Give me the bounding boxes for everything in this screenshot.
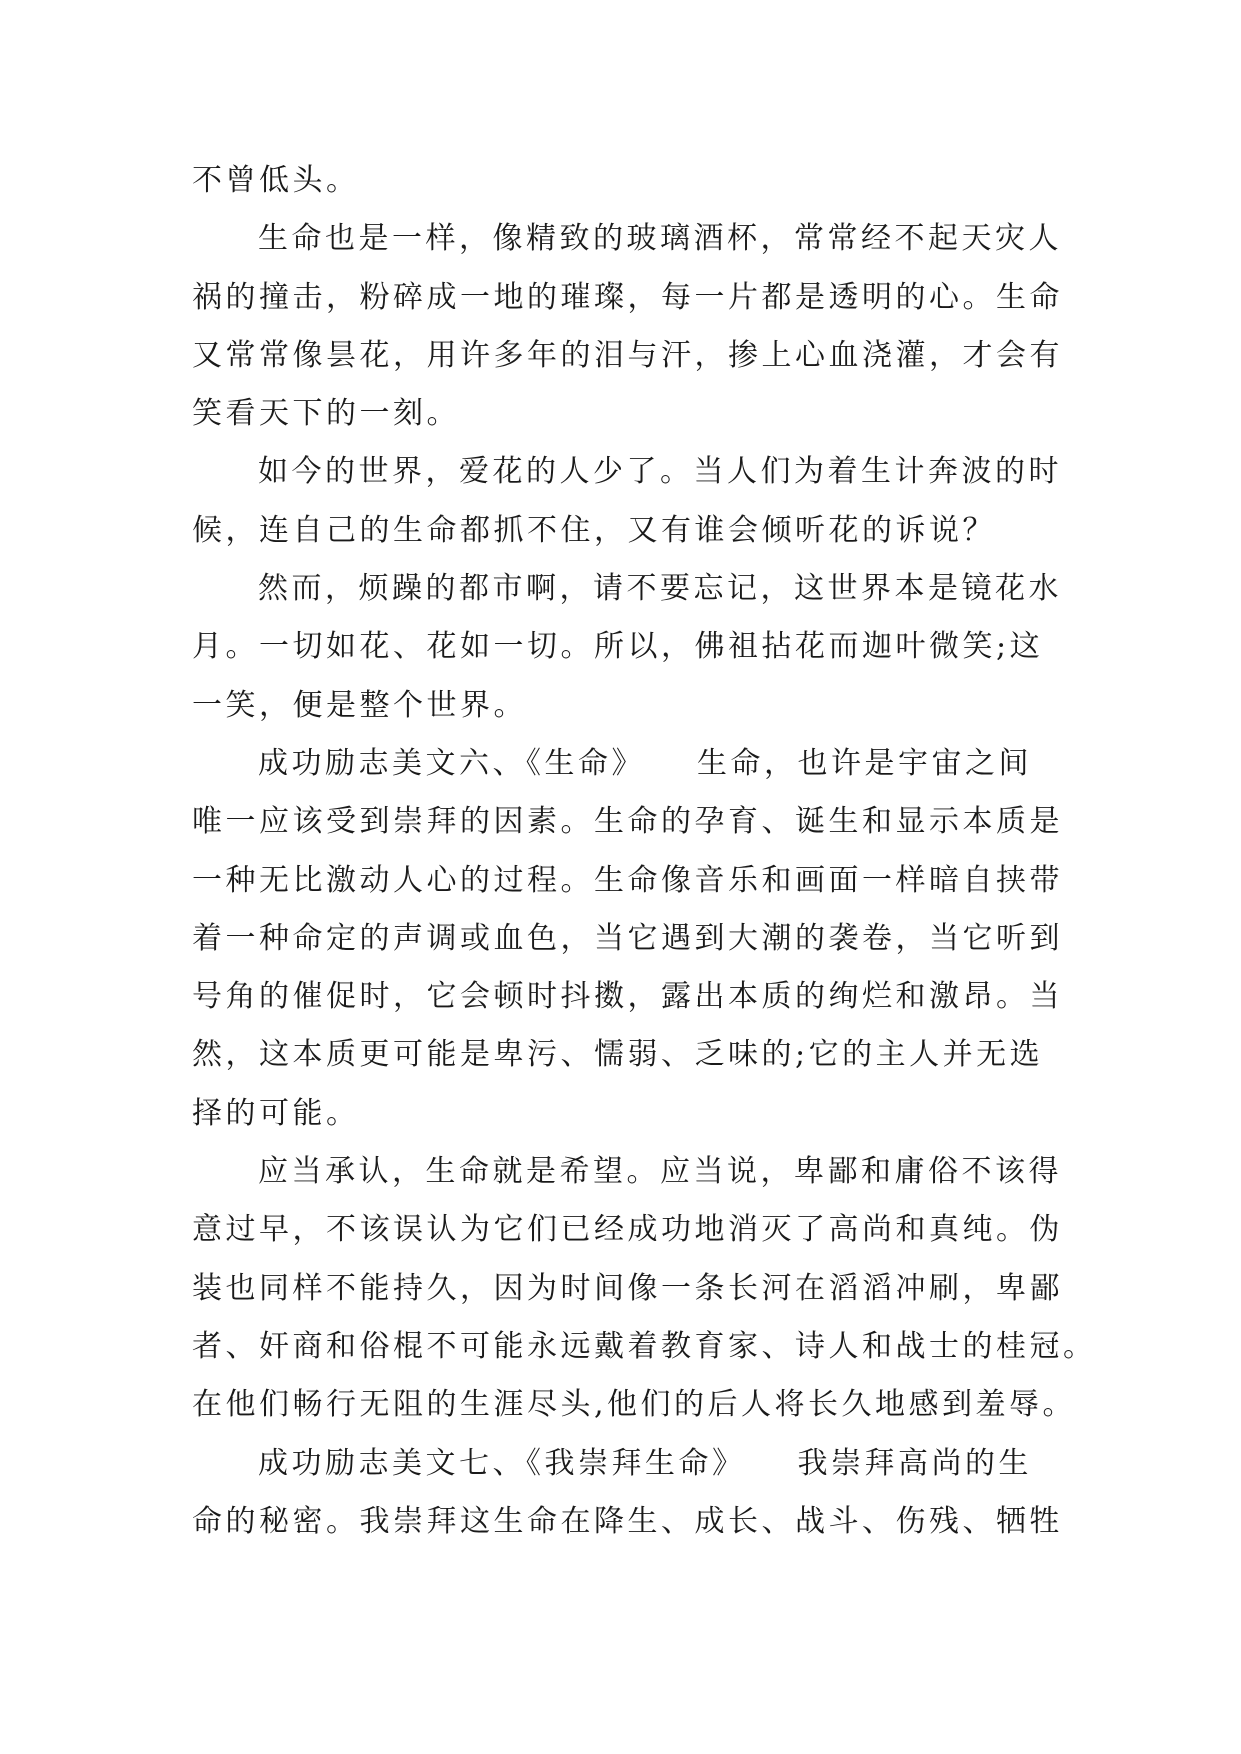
text-line: 月。一切如花、花如一切。所以，佛祖拈花而迦叶微笑;这 [192, 629, 1044, 665]
text-line: 在他们畅行无阻的生涯尽头,他们的后人将长久地感到羞辱。 [192, 1387, 1077, 1423]
text-line: 生命也是一样，像精致的玻璃酒杯，常常经不起天灾人 [258, 221, 1062, 257]
text-line: 然而，烦躁的都市啊，请不要忘记，这世界本是镜花水 [258, 571, 1062, 607]
text-line: 装也同样不能持久，因为时间像一条长河在滔滔冲刷，卑鄙 [192, 1270, 1063, 1306]
text-line: 一笑，便是整个世界。 [192, 687, 527, 723]
text-line: 如今的世界，爱花的人少了。当人们为着生计奔波的时 [258, 454, 1062, 490]
document-body [192, 152, 1097, 1551]
text-line: 号角的催促时，它会顿时抖擞，露出本质的绚烂和激昂。当 [192, 979, 1063, 1015]
text-line: 者、奸商和俗棍不可能永远戴着教育家、诗人和战士的桂冠。 [192, 1328, 1097, 1364]
text-line: 命的秘密。我崇拜这生命在降生、成长、战斗、伤残、牺牲 [192, 1503, 1063, 1539]
text-line: 唯一应该受到崇拜的因素。生命的孕育、诞生和显示本质是 [192, 804, 1063, 840]
text-line: 应当承认，生命就是希望。应当说，卑鄙和庸俗不该得 [258, 1154, 1062, 1190]
text-line: 又常常像昙花，用许多年的泪与汗，掺上心血浇灌，才会有 [192, 337, 1063, 373]
text-line: 成功励志美文六、《生命》 生命，也许是宇宙之间 [258, 745, 1032, 781]
text-line: 笑看天下的一刻。 [192, 396, 460, 432]
text-line: 祸的撞击，粉碎成一地的璀璨，每一片都是透明的心。生命 [192, 279, 1063, 315]
text-line: 择的可能。 [192, 1095, 360, 1131]
text-line: 一种无比激动人心的过程。生命像音乐和画面一样暗自挟带 [192, 862, 1063, 898]
text-line: 成功励志美文七、《我崇拜生命》 我崇拜高尚的生 [258, 1445, 1032, 1481]
text-line: 意过早，不该误认为它们已经成功地消灭了高尚和真纯。伪 [192, 1212, 1063, 1248]
text-line: 着一种命定的声调或血色，当它遇到大潮的袭卷，当它听到 [192, 920, 1063, 956]
text-line: 不曾低头。 [192, 163, 360, 198]
text-line: 然，这本质更可能是卑污、懦弱、乏味的;它的主人并无选 [192, 1037, 1044, 1073]
text-line: 候，连自己的生命都抓不住，又有谁会倾听花的诉说？ [192, 512, 996, 548]
